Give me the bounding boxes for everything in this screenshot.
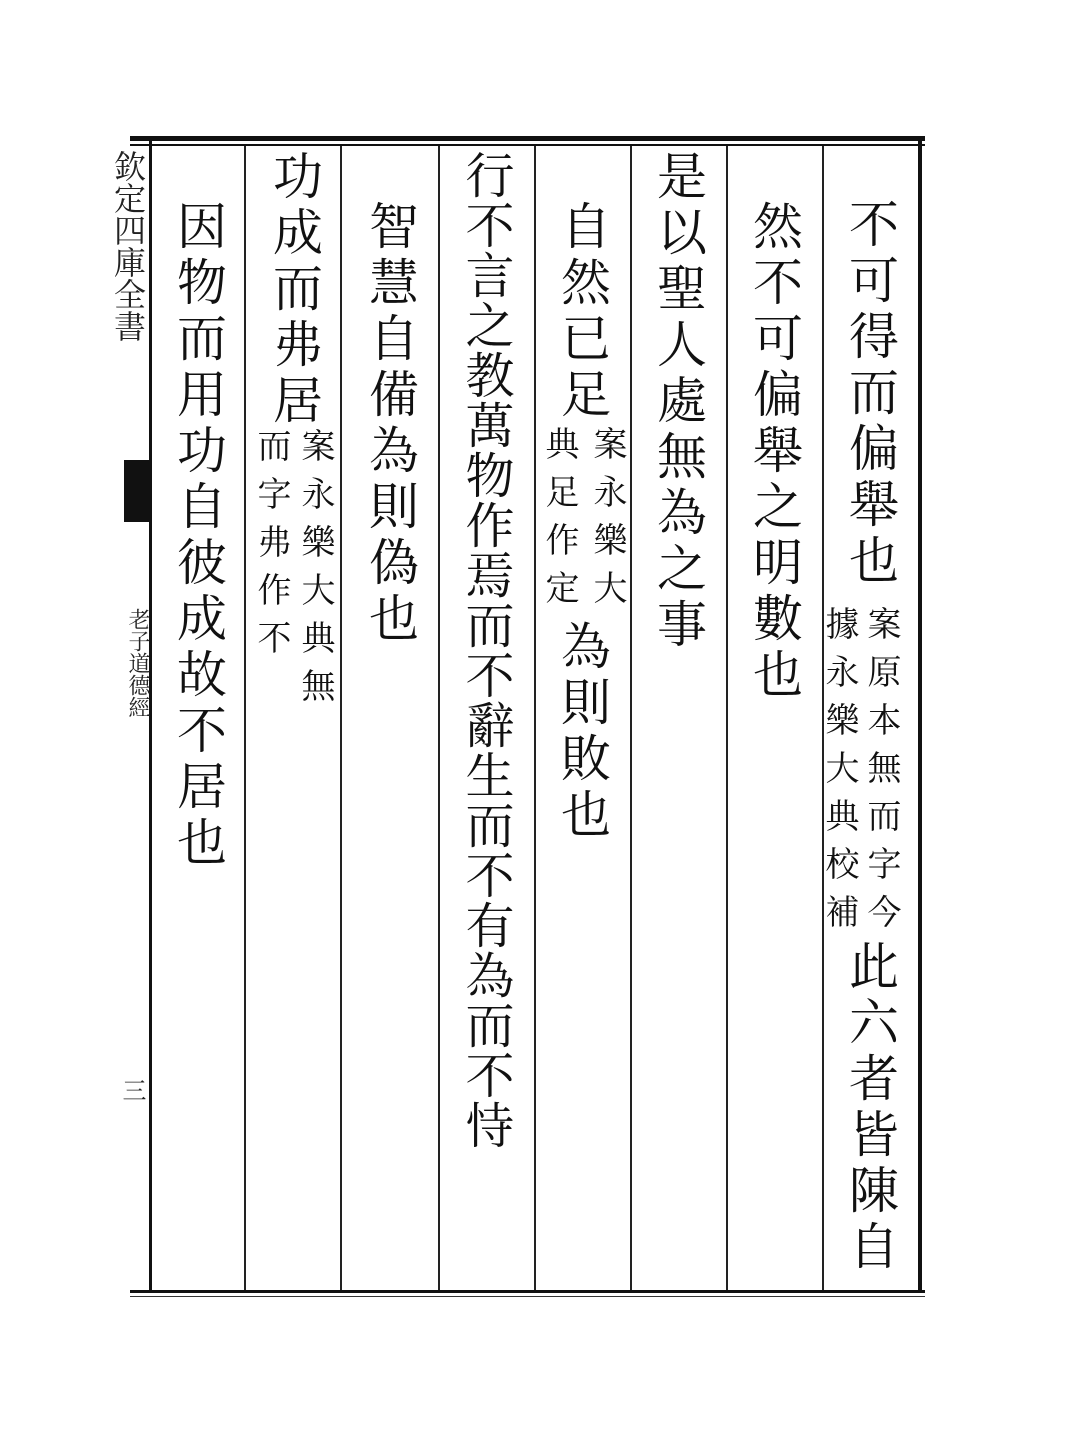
fishtail-mark [124, 460, 150, 522]
text-column-4: 自然已足 [553, 200, 611, 424]
annotation-line-right: 案永樂大 [587, 426, 627, 618]
text-column-8: 因物而用功自彼成故不居也 [169, 200, 227, 872]
book-edge-title: 欽定四庫全書 [109, 150, 147, 342]
column-divider [534, 146, 536, 1290]
text-column-4-continued: 為則敗也 [553, 620, 611, 844]
right-border-rule [918, 140, 922, 1292]
text-column-7: 功成而弗居 [265, 150, 323, 430]
text-column-6: 智慧自備為則偽也 [361, 200, 419, 648]
annotation-line-right: 案原本無而字今 [861, 606, 901, 942]
text-column-3: 是以聖人處無為之事 [649, 150, 707, 654]
text-column-1: 不可得而偏舉也 [841, 198, 899, 590]
text-column-5: 行不言之教萬物作焉而不辭生而不有為而不恃 [458, 150, 515, 1150]
column-divider [726, 146, 728, 1290]
annotation-line-left: 據永樂大典校補 [819, 606, 859, 942]
column-divider [438, 146, 440, 1290]
column-divider [244, 146, 246, 1290]
annotation-line-left: 而字弗作不 [251, 428, 291, 668]
bottom-border-rule [130, 1290, 925, 1293]
annotation-line-left: 典足作定 [539, 426, 579, 618]
column-divider [340, 146, 342, 1290]
column-divider [630, 146, 632, 1290]
top-border-inner-rule [130, 144, 925, 146]
top-border-rule [130, 136, 925, 141]
text-column-1-continued: 此六者皆陳自 [841, 940, 899, 1276]
margin-book-title: 老子道德經 [125, 608, 150, 718]
bottom-border-inner-rule [130, 1296, 925, 1297]
annotation-line-right: 案永樂大典無 [295, 428, 335, 716]
margin-page-number: 三 [118, 1078, 146, 1102]
text-column-2: 然不可偏舉之明數也 [745, 200, 803, 704]
